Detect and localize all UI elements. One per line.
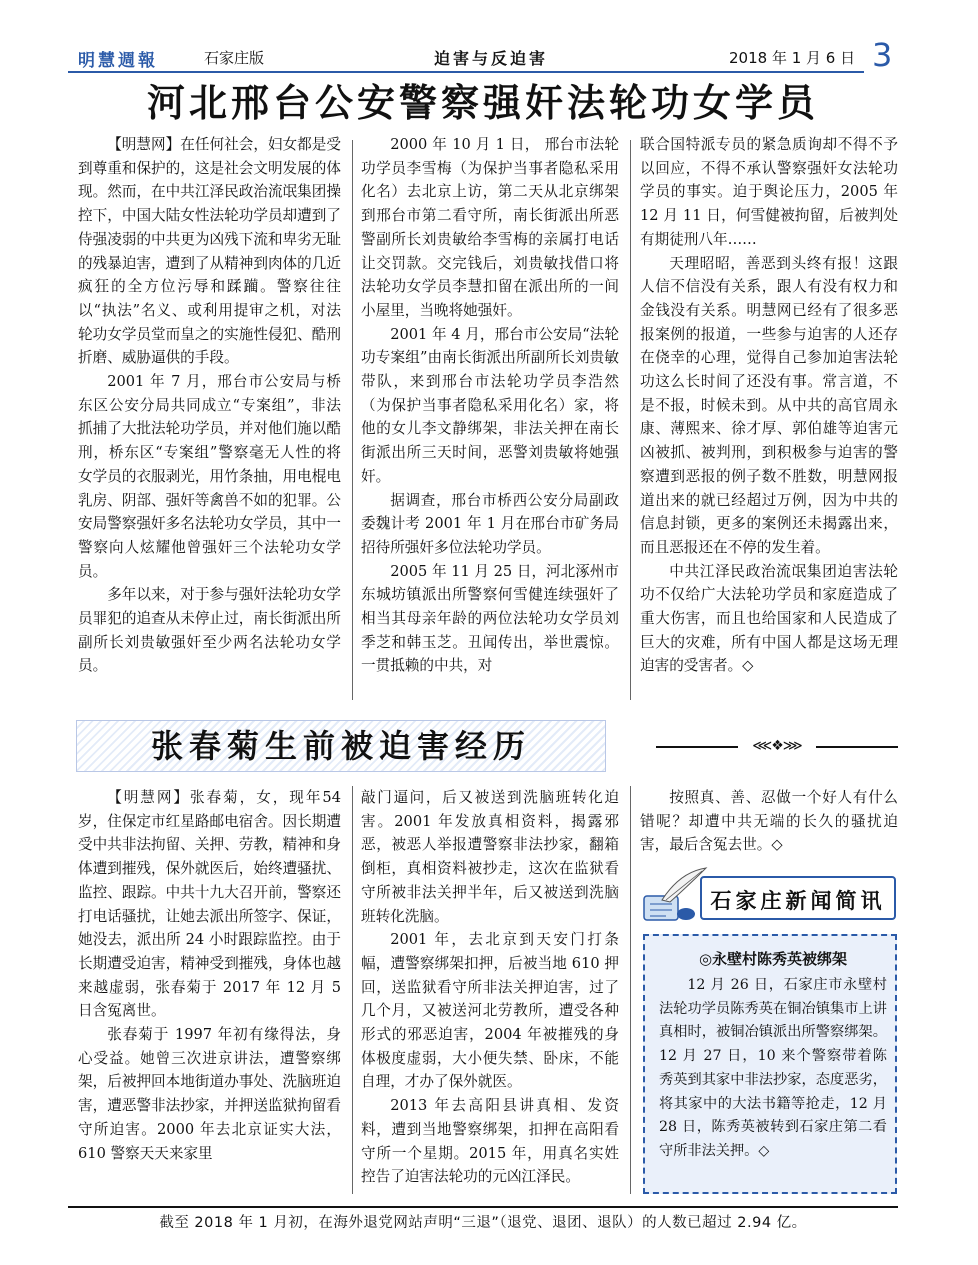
ornament-line-right: [816, 746, 898, 748]
column-divider: [630, 140, 631, 700]
ornament-glyph: ⋘❖⋙: [752, 738, 802, 754]
article2-column-1: [78, 786, 341, 1165]
news-brief-title: 石家庄新闻简讯: [710, 888, 886, 913]
article1-headline: 河北邢台公安警察强奸法轮功女学员: [146, 80, 819, 125]
paragraph: 2000 年 10 月 1 日， 邢台市法轮功学员李雪梅（为保护当事者隐私采用化名）去北京上访，第二天从北京绑架到邢台市第二看守所，南长街派出所恶警副所长刘贵敏给李雪梅的亲属打电话让交罚款。交完钱后，刘贵敏找借口将法轮功女学员李慧扣留在派出所的一间小屋里，当晚将她强奸。: [361, 136, 619, 319]
paragraph: 据调查，邢台市桥西公安分局副政委魏计考 2001 年 1 月在邢台市矿务局招待所强奸多位法轮功学员。: [361, 491, 619, 556]
paragraph: 【明慧网】张春菊，女，现年54 岁，住保定市红星路邮电宿舍。因长期遭受中共非法拘留、关押、劳教，精神和身体遭到摧残，保外就医后，始终遭骚扰、监控、跟踪。中共十九大召开前，警察还打电话骚扰，让她去派出所签字、保证，她没去，派出所 24 小时跟踪监控。由于长期遭受迫害，精神受到摧残，身体也越来越虚弱，张春菊于 2017 年 12 月 5日含冤离世。: [78, 789, 341, 1020]
paragraph: 多年以来，对于参与强奸法轮功女学员罪犯的追查从未停止过，南长街派出所副所长刘贵敏强奸至少两名法轮功女学员。: [78, 586, 341, 675]
paragraph: 2001 年 4 月，邢台市公安局“法轮功专案组”由南长街派出所副所长刘贵敏带队，来到邢台市法轮功学员李浩然（为保护当事者隐私采用化名）家，将他的女儿李文静绑架，非法关押在南长街派出所三天时间，恶警刘贵敏将她强奸。: [361, 325, 619, 485]
footer-note: 截至 2018 年 1 月初，在海外退党网站声明“三退”（退党、退团、退队）的人数已超过 2.94 亿。: [159, 1215, 807, 1231]
article1-column-1: [78, 133, 341, 678]
article2-column-3: [640, 786, 898, 857]
paragraph: 敲门逼问，后又被送到洗脑班转化迫害。2001 年发放真相资料，揭露邪恶，被恶人举报遭警察非法抄家，翻箱倒柜，真相资料被抄走，这次在监狱看守所被非法关押半年，后又被送到洗脑班转化洗脑。: [361, 789, 619, 925]
section-title: 迫害与反迫害: [434, 49, 549, 68]
paragraph: 2001 年 7 月，邢台市公安局与桥东区公安分局共同成立“专案组”，非法抓捕了大批法轮功学员，并对他们施以酷刑，桥东区“专案组”警察毫无人性的将女学员的衣服剥光，用竹条抽，用电棍电乳房、阴部、强奸等禽兽不如的犯罪。公安局警察强奸多名法轮功女学员，其中一警察向人炫耀他曾强奸三个法轮功女学员。: [78, 373, 341, 580]
header-rule: [68, 71, 864, 73]
footer-rule: [68, 1206, 898, 1208]
news-item-body: [659, 974, 887, 1164]
paragraph: 2005 年 11 月 25 日，河北涿州市东城坊镇派出所警察何雪健连续强奸了相当其母亲年龄的两位法轮功女学员刘季芝和韩玉芝。丑闻传出，举世震惊。一贯抵赖的中共，对: [361, 562, 620, 675]
article2-column-2: [361, 786, 619, 1189]
paragraph: 中共江泽民政治流氓集团迫害法轮功不仅给广大法轮功学员和家庭造成了重大伤害，而且也给国家和人民造成了巨大的灾难，所有中国人都是这场无理迫害的受害者。◇: [640, 562, 898, 675]
column-divider: [630, 786, 631, 1194]
paragraph: 【明慧网】在任何社会，妇女都是受到尊重和保护的，这是社会文明发展的体现。然而，在中共江泽民政治流氓集团操控下，中国大陆女性法轮功学员却遭到了侍强凌弱的中共更为凶残下流和卑劣无耻的残暴迫害，遭到了从精神到肉体的几近疯狂的全方位污辱和蹂躏。警察往往以“执法”名义、或利用提审之机，对法轮功女学员堂而皇之的实施性侵犯、酷刑折磨、威胁逼供的手段。: [78, 136, 341, 367]
paragraph: 天理昭昭，善恶到头终有报！这跟人信不信没有关系，跟人有没有权力和金钱没有关系。明慧网已经有了很多恶报案例的报道，一些参与迫害的人还存在侥幸的心理，觉得自己参加迫害法轮功这么长时间了还没有事。常言道，不是不报，时候未到。从中共的高官周永康、薄熙来、徐才厚、郭伯雄等迫害元凶被抓、被判刑，到积极参与迫害的警察遭到恶报的例子数不胜数，明慧网报道出来的就已经超过万例，因为中共的信息封锁，更多的案例还未揭露出来，而且恶报还在不停的发生着。: [640, 254, 898, 556]
news-item-title: ◎永壁村陈秀英被绑架: [698, 950, 848, 968]
news-brief-box: [643, 934, 897, 1194]
newspaper-name: 明慧週報: [78, 51, 158, 71]
page-number: 3: [872, 36, 893, 74]
column-divider: [352, 786, 353, 1194]
page-header: [68, 36, 898, 74]
article2-headline: 张春菊生前被迫害经历: [150, 727, 531, 765]
issue-date: 2018 年 1 月 6 日: [729, 49, 856, 67]
ornament-line-left: [656, 746, 738, 748]
paragraph: 按照真、善、忍做一个好人有什么错呢？却遭中共无端的长久的骚扰迫害，最后含冤去世。◇: [640, 789, 898, 854]
news-brief-header: [640, 866, 900, 926]
article1-column-2: [361, 133, 619, 678]
paragraph: 2013 年去高阳县讲真相、发资料，遭到当地警察绑架，扣押在高阳看守所一个星期。2015 年，用真名实姓控告了迫害法轮功的元凶江泽民。: [361, 1097, 619, 1186]
edition-label: 石家庄版: [204, 49, 265, 67]
column-divider: [352, 140, 353, 700]
article1-column-3: [640, 133, 898, 678]
news-brief-badge: [700, 876, 896, 920]
ornament-divider: [656, 737, 898, 757]
paragraph: 12 月 26 日，石家庄市永壁村法轮功学员陈秀英在铜冶镇集市上讲真相时，被铜冶镇派出所警察绑架。12 月 27 日，10 来个警察带着陈秀英到其家中非法抄家，态度恶劣，将其家中的大法书籍等抢走，12 月 28 日，陈秀英被转到石家庄第二看守所非法关押。◇: [659, 977, 887, 1159]
paragraph: 张春菊于 1997 年初有缘得法，身心受益。她曾三次进京讲法，遭警察绑架，后被押回本地街道办事处、洗脑班迫害，遭恶警非法抄家，并押送监狱拘留看守所迫害。2000 年去北京证实大法，610 警察天天来家里: [78, 1026, 341, 1162]
paragraph: 2001 年，去北京到天安门打条幅，遭警察绑架扣押，后被当地 610 押回，送监狱看守所非法关押迫害，过了几个月，又被送河北劳教所，遭受各种形式的邪恶迫害，2004 年被摧残的身体极度虚弱，大小便失禁、卧床，不能自理，才办了保外就医。: [361, 931, 619, 1091]
paragraph: 联合国特派专员的紧急质询却不得不予以回应，不得不承认警察强奸女法轮功学员的事实。迫于舆论压力，2005 年 12 月 11 日，何雪健被拘留，后被判处有期徒刑八年……: [640, 136, 898, 248]
